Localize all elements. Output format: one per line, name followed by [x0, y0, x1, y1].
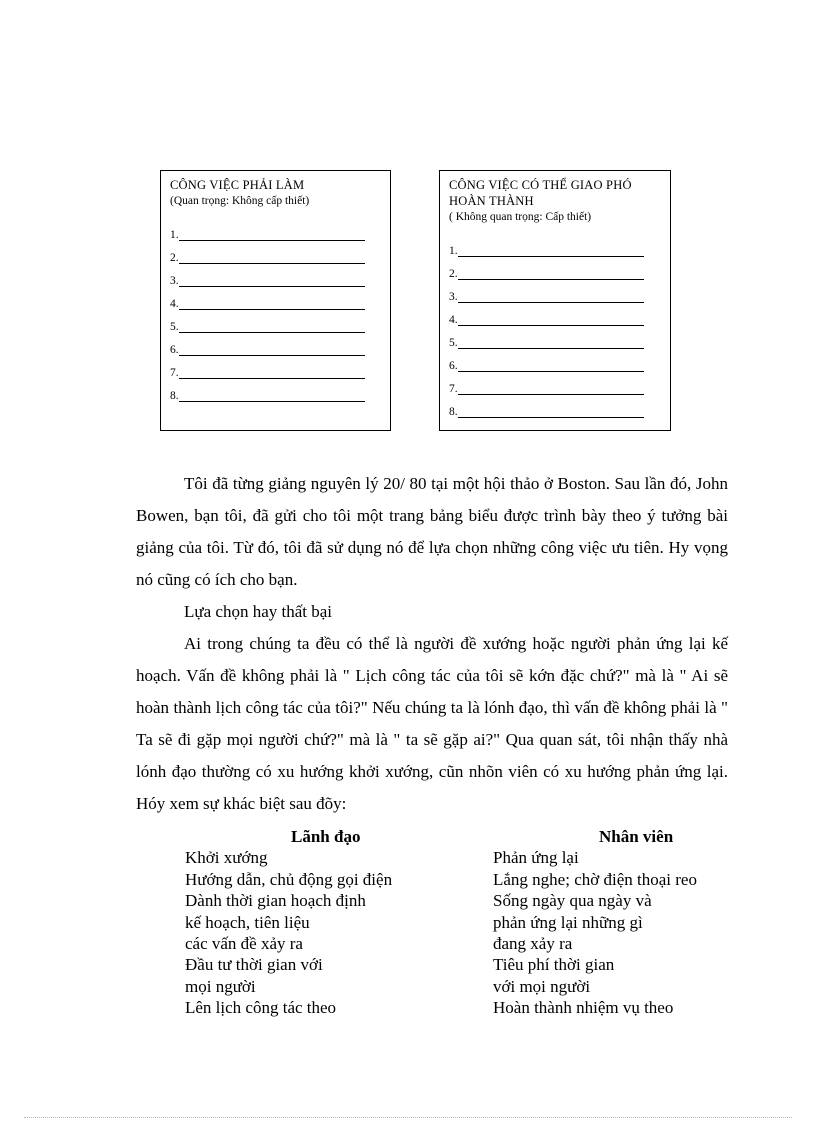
staff-item: Sống ngày qua ngày và [493, 891, 652, 911]
blank-line: 3. [449, 282, 662, 305]
leader-item: kế hoạch, tiên liệu [185, 912, 310, 932]
box-title: CÔNG VIỆC CÓ THỂ GIAO PHÓ [449, 178, 632, 192]
box-subtitle: ( Không quan trọng: Cấp thiết) [449, 211, 592, 223]
box-title: CÔNG VIỆC PHẢI LÀM [170, 178, 305, 192]
leader-header: Lãnh đạo [291, 827, 361, 846]
blank-line: 4. [449, 305, 662, 328]
todo-box-important [160, 170, 391, 431]
blank-line: 1. [449, 236, 662, 259]
blank-line: 2. [170, 243, 382, 266]
leader-item: Dành thời gian hoạch định [185, 891, 366, 911]
blank-line: 7. [449, 374, 662, 397]
paragraph-leader-vs-staff: Ai trong chúng ta đều có thể là người đề xướng hoặc người phản ứng lại kế hoạch. Vấn đề không phải là " Lịch công tác của tôi sẽ kớn đặc chứ?" mà là " Ai sẽ hoàn thành lịch công tác của tôi?" Nếu chúng ta là lónh đạo, thì vấn đề không phải là " Ta sẽ đi gặp mọi người chứ?" mà là " ta sẽ gặp ai?" Qua quan sát, tôi nhận thấy nhà lónh đạo thường có xu hướng khởi xướng, cũn nhõn viên có xu hướng phản ứng lại. Hóy xem sự khác biệt sau đõy: [136, 634, 728, 813]
section-heading: Lựa chọn hay thất bại [184, 602, 332, 621]
blank-line: 1. [170, 220, 382, 243]
todo-box-delegable [439, 170, 671, 431]
leader-item: mọi người [185, 976, 256, 996]
staff-item: Lắng nghe; chờ điện thoại reo [493, 869, 697, 889]
staff-header: Nhân viên [599, 827, 674, 846]
staff-item: phản ứng lại những gì [493, 912, 643, 932]
paragraph-intro: Tôi đã từng giảng nguyên lý 20/ 80 tại một hội thảo ở Boston. Sau lần đó, John Bowen, bạn tôi, đã gửi cho tôi một trang bảng biểu được trình bày theo ý tưởng bài giảng của tôi. Từ đó, tôi đã sử dụng nó để lựa chọn những công việc ưu tiên. Hy vọng nó cũng có ích cho bạn. [136, 474, 728, 589]
page-footer-rule [24, 1117, 792, 1118]
blank-lines [170, 220, 382, 404]
leader-item: các vấn đề xảy ra [185, 934, 303, 954]
leader-item: Khởi xướng [185, 848, 268, 868]
staff-item: Tiêu phí thời gian [493, 955, 615, 975]
leader-item: Đầu tư thời gian với [185, 955, 323, 975]
staff-item: Phản ứng lại [493, 848, 579, 868]
staff-column [493, 826, 793, 1019]
blank-line: 6. [449, 351, 662, 374]
blank-line: 5. [449, 328, 662, 351]
blank-line: 6. [170, 335, 382, 358]
leader-item: Lên lịch công tác theo [185, 998, 337, 1018]
blank-line: 7. [170, 358, 382, 381]
leader-item: Hướng dẫn, chủ động gọi điện [185, 869, 393, 889]
blank-line: 8. [449, 397, 662, 420]
staff-item: đang xảy ra [493, 934, 573, 954]
box-title-line-2: HOÀN THÀNH [449, 194, 534, 208]
staff-item: với mọi người [493, 976, 591, 996]
blank-line: 8. [170, 381, 382, 404]
staff-item: Hoàn thành nhiệm vụ theo [493, 998, 674, 1018]
blank-lines [449, 236, 662, 420]
blank-line: 2. [449, 259, 662, 282]
blank-line: 4. [170, 289, 382, 312]
blank-line: 3. [170, 266, 382, 289]
blank-line: 5. [170, 312, 382, 335]
leader-column [185, 826, 485, 1019]
box-subtitle: (Quan trọng: Không cấp thiết) [170, 195, 310, 207]
